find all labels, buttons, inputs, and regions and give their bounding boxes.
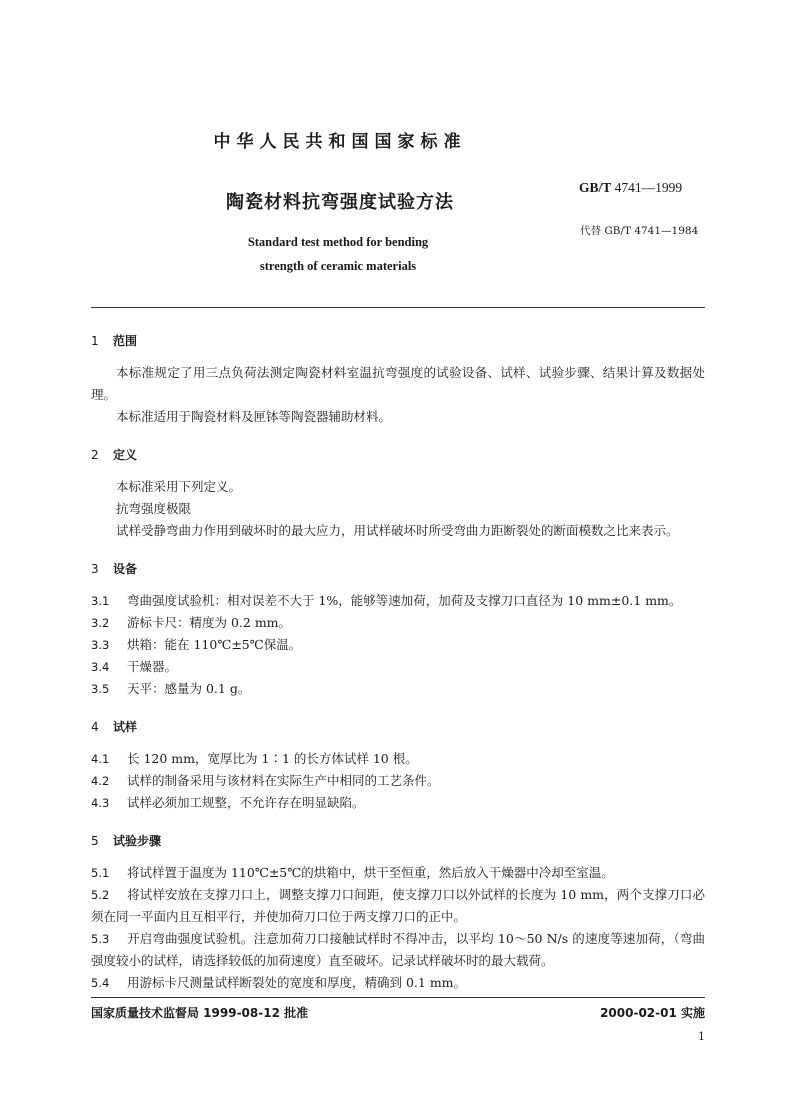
clause-text: 用游标卡尺测量试样断裂处的宽度和厚度，精确到 0.1 mm。 <box>127 975 467 990</box>
clause <box>91 612 705 634</box>
section-number: 3 <box>91 562 99 576</box>
paragraph: 本标准适用于陶瓷材料及匣钵等陶瓷器辅助材料。 <box>116 409 392 424</box>
title-en-line-1: Standard test method for bending <box>247 235 429 249</box>
clause <box>91 928 705 972</box>
clause-number: 3.2 <box>91 616 110 630</box>
document-title-cn: 陶瓷材料抗弯强度试验方法 <box>226 192 454 213</box>
clause-text: 游标卡尺：精度为 0.2 mm。 <box>127 615 292 630</box>
clause-number: 5.1 <box>91 866 110 880</box>
section-title: 试验步骤 <box>113 834 162 848</box>
section-number: 2 <box>91 448 99 462</box>
paragraph: 本标准规定了用三点负荷法测定陶瓷材料室温抗弯强度的试验设备、试样、试验步骤、结果计算及数据处理。 <box>91 365 705 402</box>
clause <box>91 884 705 928</box>
standard-code <box>579 180 682 196</box>
section-title: 设备 <box>113 562 138 576</box>
footer-divider <box>91 997 705 998</box>
section-heading-definition <box>91 444 705 466</box>
paragraph: 本标准采用下列定义。 <box>116 479 242 494</box>
clause-text: 干燥器。 <box>127 659 178 674</box>
section-title: 定义 <box>113 448 138 462</box>
clause <box>91 770 705 792</box>
section-heading-specimen <box>91 716 705 738</box>
clause <box>91 590 705 612</box>
clause-number: 4.1 <box>91 752 110 766</box>
clause-number: 5.2 <box>91 888 110 902</box>
standard-name: 中华人民共和国国家标准 <box>213 132 467 152</box>
title-en-line-2: strength of ceramic materials <box>259 259 417 273</box>
clause-number: 3.4 <box>91 660 110 674</box>
clause <box>91 972 705 994</box>
header-divider <box>91 307 705 308</box>
clause-number: 4.2 <box>91 774 110 788</box>
clause-text: 天平：感量为 0.1 g。 <box>127 681 251 696</box>
section-number: 5 <box>91 834 99 848</box>
section-heading-equipment <box>91 558 705 580</box>
section-heading-procedure <box>91 830 705 852</box>
page-number: 1 <box>698 1030 705 1043</box>
term-name: 抗弯强度极限 <box>116 501 192 516</box>
replaces-note: 代替 GB/T 4741—1984 <box>580 225 699 237</box>
term-definition: 试样受静弯曲力作用到破坏时的最大应力，用试样破坏时所受弯曲力距断裂处的断面模数之比来表示。 <box>116 523 679 538</box>
clause-number: 4.3 <box>91 796 110 810</box>
approval-note: 国家质量技术监督局 1999-08-12 批准 <box>91 1006 309 1020</box>
clause-text: 长 120 mm，宽厚比为 1∶1 的长方体试样 10 根。 <box>127 751 418 766</box>
clause-text: 将试样安放在支撑刀口上，调整支撑刀口间距，使支撑刀口以外试样的长度为 10 mm，两个支撑刀口必须在同一平面内且互相平行，并使加荷刀口位于两支撑刀口的正中。 <box>91 887 705 924</box>
clause-number: 3.5 <box>91 682 110 696</box>
section-number: 4 <box>91 720 99 734</box>
clause-text: 开启弯曲强度试验机。注意加荷刀口接触试样时不得冲击，以平均 10～50 N/s 的速度等速加荷，（弯曲强度较小的试样，请选择较低的加荷速度）直至破坏。记录试样破坏时的最大载荷。 <box>91 931 705 968</box>
document-body <box>91 324 705 994</box>
clause-text: 将试样置于温度为 110℃±5℃的烘箱中，烘干至恒重，然后放入干燥器中冷却至室温。 <box>127 865 614 880</box>
clause <box>91 862 705 884</box>
clause-text: 试样必须加工规整，不允许存在明显缺陷。 <box>127 795 365 810</box>
clause <box>91 656 705 678</box>
implementation-date: 2000-02-01 实施 <box>600 1006 705 1020</box>
clause <box>91 678 705 700</box>
clause-number: 3.3 <box>91 638 110 652</box>
section-heading-scope <box>91 330 705 352</box>
standard-code-prefix: GB/T <box>579 180 612 195</box>
clause-number: 5.3 <box>91 932 110 946</box>
clause <box>91 748 705 770</box>
clause-text: 烘箱：能在 110℃±5℃保温。 <box>127 637 302 652</box>
clause <box>91 634 705 656</box>
section-number: 1 <box>91 334 99 348</box>
clause-text: 试样的制备采用与该材料在实际生产中相同的工艺条件。 <box>127 773 440 788</box>
clause-text: 弯曲强度试验机：相对误差不大于 1%，能够等速加荷，加荷及支撑刀口直径为 10 mm±0.1 mm。 <box>127 593 682 608</box>
clause-number: 3.1 <box>91 594 110 608</box>
clause <box>91 792 705 814</box>
section-title: 试样 <box>113 720 138 734</box>
document-title-en <box>0 230 676 278</box>
standard-code-number: 4741—1999 <box>614 180 683 195</box>
section-title: 范围 <box>113 334 138 348</box>
clause-number: 5.4 <box>91 976 110 990</box>
